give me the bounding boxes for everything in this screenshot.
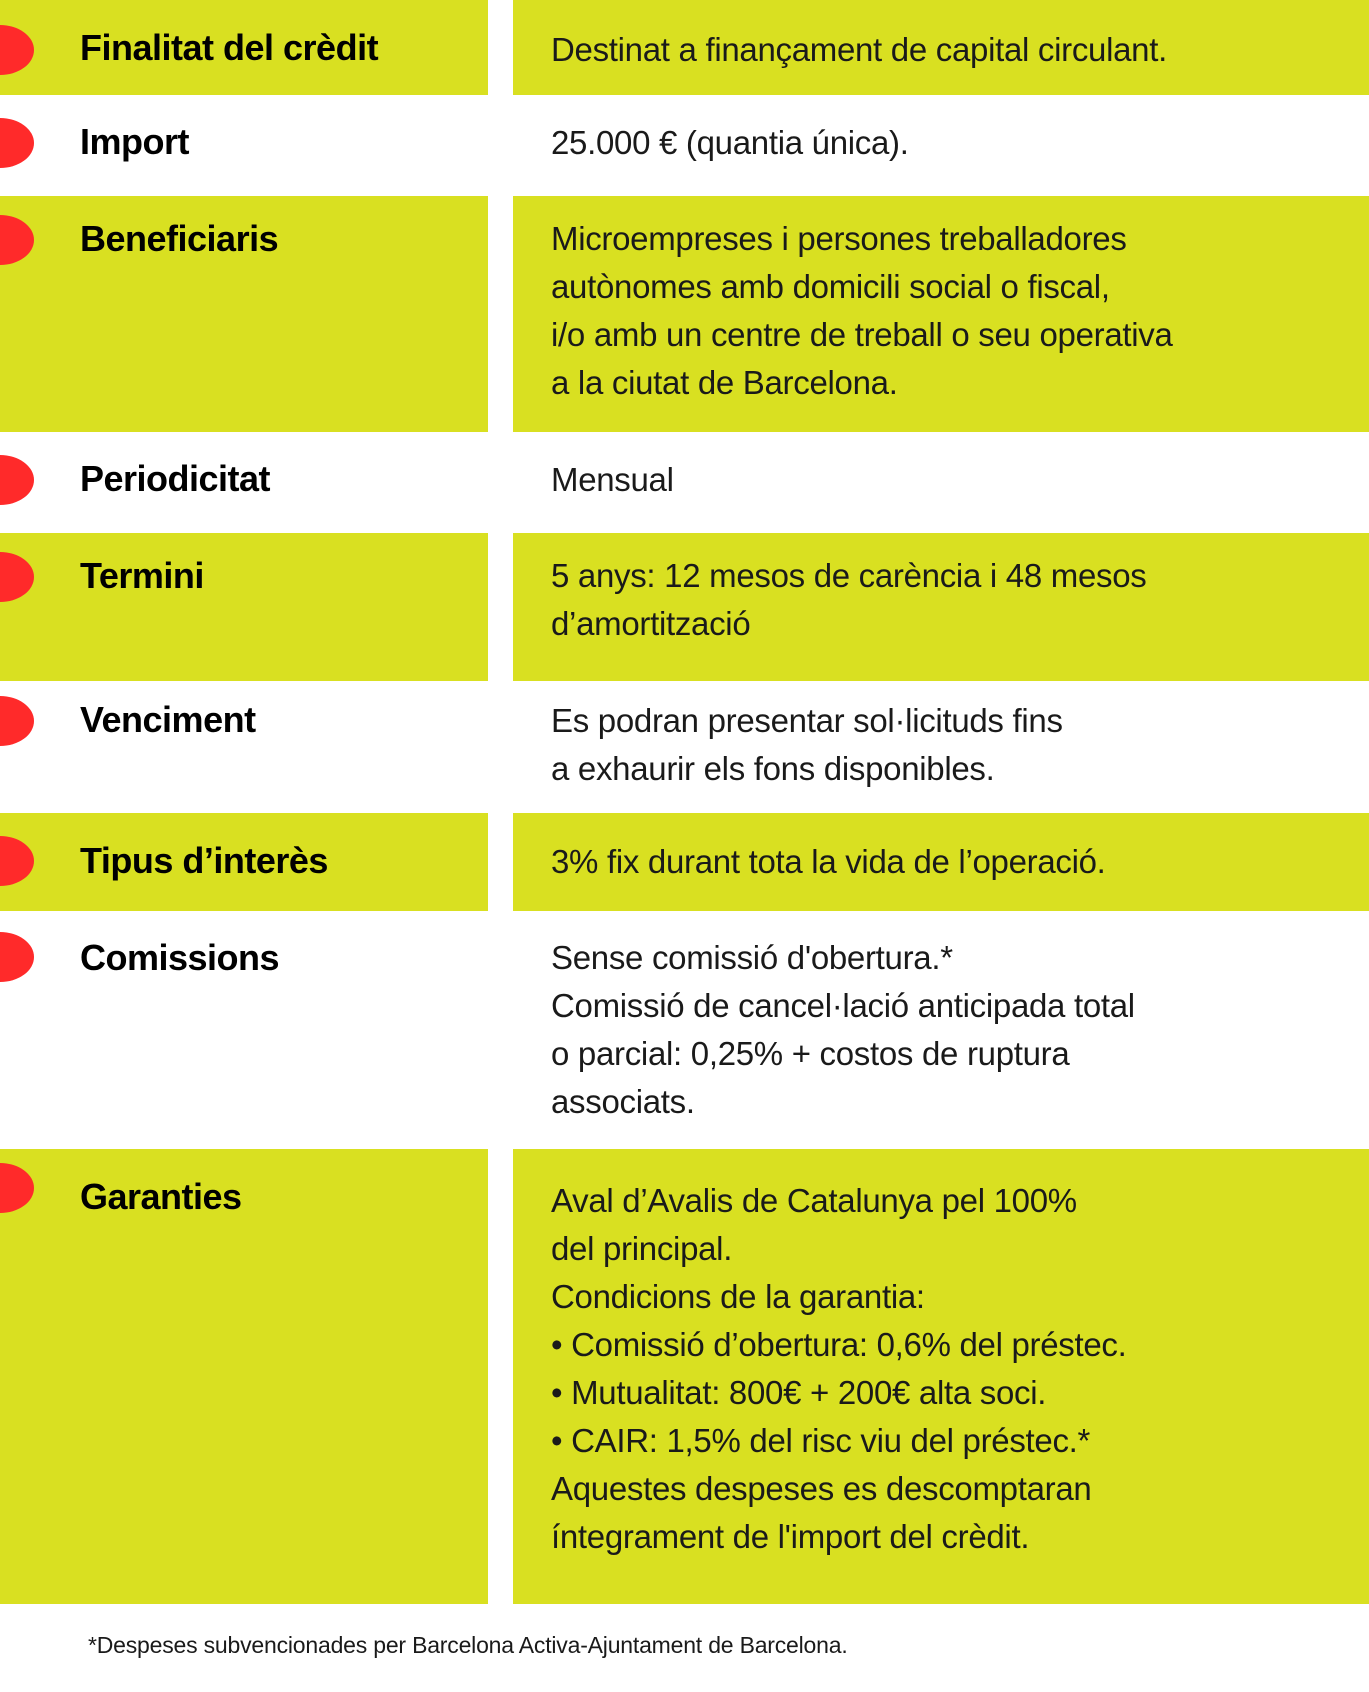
bullet-dot-icon — [0, 836, 34, 886]
bullet-dot-icon — [0, 696, 34, 746]
table-row-finalitat — [0, 0, 1369, 95]
value-cell — [513, 432, 1369, 533]
row-label-tipus-interes: Tipus d’interès — [80, 840, 328, 881]
row-label-periodicitat: Periodicitat — [80, 458, 271, 499]
table-row-venciment — [0, 681, 1369, 813]
label-cell — [0, 196, 488, 432]
value-line: Mensual — [551, 461, 674, 498]
value-line: d’amortització — [551, 605, 751, 642]
row-label-import: Import — [80, 121, 189, 162]
value-line: a la ciutat de Barcelona. — [551, 364, 898, 401]
value-line: del principal. — [551, 1230, 733, 1267]
row-value-garanties — [551, 1177, 1329, 1561]
value-line: Aval d’Avalis de Catalunya pel 100% — [551, 1182, 1077, 1219]
row-value-tipus-interes — [551, 838, 1329, 886]
row-value-comissions — [551, 934, 1329, 1126]
row-label-comissions: Comissions — [80, 937, 280, 978]
value-cell — [513, 813, 1369, 911]
row-label-garanties: Garanties — [80, 1176, 242, 1217]
value-line: • CAIR: 1,5% del risc viu del préstec.* — [551, 1422, 1091, 1459]
bullet-dot-icon — [0, 932, 34, 982]
row-value-beneficiaris — [551, 215, 1329, 407]
value-cell — [513, 681, 1369, 813]
row-value-finalitat — [551, 26, 1329, 74]
value-line: 5 anys: 12 mesos de carència i 48 mesos — [551, 557, 1147, 594]
table-row-periodicitat — [0, 432, 1369, 533]
table-row-termini — [0, 533, 1369, 681]
value-line: a exhaurir els fons disponibles. — [551, 750, 995, 787]
table-row-tipus-interes — [0, 813, 1369, 911]
label-cell — [0, 911, 488, 1149]
row-value-import — [551, 119, 1329, 167]
value-line: 3% fix durant tota la vida de l’operació. — [551, 843, 1106, 880]
value-line: Condicions de la garantia: — [551, 1278, 925, 1315]
bullet-dot-icon — [0, 1163, 34, 1213]
label-cell — [0, 533, 488, 681]
value-cell — [513, 0, 1369, 95]
row-label-beneficiaris: Beneficiaris — [80, 218, 279, 259]
value-line: Microempreses i persones treballadores — [551, 220, 1127, 257]
value-cell — [513, 1149, 1369, 1604]
value-cell — [513, 95, 1369, 196]
row-value-termini — [551, 552, 1329, 648]
value-line: 25.000 € (quantia única). — [551, 124, 909, 161]
value-cell — [513, 196, 1369, 432]
row-label-termini: Termini — [80, 555, 204, 596]
row-label-venciment: Venciment — [80, 699, 256, 740]
value-line: Es podran presentar sol·licituds fins — [551, 702, 1063, 739]
bullet-dot-icon — [0, 118, 34, 168]
table-row-beneficiaris — [0, 196, 1369, 432]
value-line: íntegrament de l'import del crèdit. — [551, 1518, 1030, 1555]
label-cell — [0, 1149, 488, 1604]
value-line: • Mutualitat: 800€ + 200€ alta soci. — [551, 1374, 1047, 1411]
row-label-finalitat: Finalitat del crèdit — [80, 27, 379, 68]
value-line: Sense comissió d'obertura.* — [551, 939, 953, 976]
value-line: Destinat a finançament de capital circulant. — [551, 31, 1167, 68]
label-cell — [0, 95, 488, 196]
value-line: Comissió de cancel·lació anticipada total — [551, 987, 1135, 1024]
row-value-venciment — [551, 697, 1329, 793]
table-row-import — [0, 95, 1369, 196]
value-cell — [513, 533, 1369, 681]
label-cell — [0, 432, 488, 533]
label-cell — [0, 681, 488, 813]
value-line: o parcial: 0,25% + costos de ruptura — [551, 1035, 1070, 1072]
table-row-garanties — [0, 1149, 1369, 1604]
bullet-dot-icon — [0, 455, 34, 505]
footnote: *Despeses subvencionades per Barcelona Activa-Ajuntament de Barcelona. — [88, 1632, 848, 1658]
value-line: autònomes amb domicili social o fiscal, — [551, 268, 1110, 305]
value-line: associats. — [551, 1083, 695, 1120]
bullet-dot-icon — [0, 552, 34, 602]
bullet-dot-icon — [0, 215, 34, 265]
value-line: i/o amb un centre de treball o seu operativa — [551, 316, 1173, 353]
table-row-comissions — [0, 911, 1369, 1149]
label-cell — [0, 0, 488, 95]
value-line: • Comissió d’obertura: 0,6% del préstec. — [551, 1326, 1127, 1363]
bullet-dot-icon — [0, 25, 34, 75]
label-cell — [0, 813, 488, 911]
value-cell — [513, 911, 1369, 1149]
row-value-periodicitat — [551, 456, 1329, 504]
value-line: Aquestes despeses es descomptaran — [551, 1470, 1092, 1507]
